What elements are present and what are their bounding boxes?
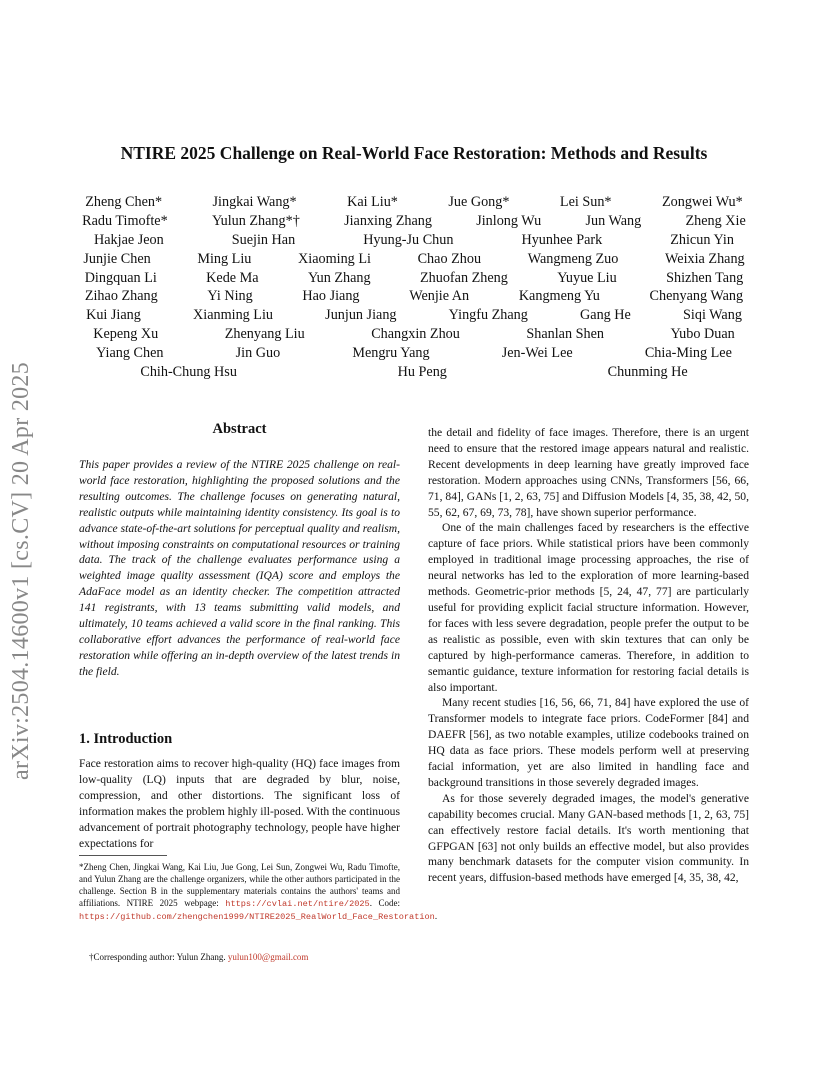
author-name: Zihao Zhang: [84, 288, 158, 305]
section-heading-introduction: 1. Introduction: [79, 731, 173, 747]
author-name: Hu Peng: [397, 364, 447, 381]
author-name: Jen-Wei Lee: [501, 345, 573, 362]
author-name: Siqi Wang: [683, 307, 742, 324]
author-name: Dingquan Li: [84, 269, 157, 286]
author-name: Wangmeng Zuo: [527, 250, 619, 267]
author-name: Wenjie An: [409, 288, 470, 305]
author-name: Hakjae Jeon: [94, 231, 164, 248]
author-row: [60, 194, 768, 213]
author-name: Hyung-Ju Chun: [363, 231, 454, 248]
author-name: Yi Ning: [207, 288, 253, 305]
author-name: Chao Zhou: [417, 250, 482, 267]
email-link[interactable]: yulun100@gmail.com: [227, 952, 309, 962]
right-column: [428, 425, 749, 886]
author-row: [60, 270, 768, 289]
author-name: Zheng Chen*: [85, 194, 163, 210]
author-name: Radu Timofte*: [82, 212, 168, 229]
author-name: Kai Liu*: [347, 194, 398, 210]
author-name: Xianming Liu: [193, 307, 274, 324]
author-list: [60, 194, 768, 383]
paragraph-4: As for those severely degraded images, the model's generative capability becomes crucial. Many GAN-based methods [1, 2, 63, 75] can effectively restore facial details. It's worth mentioning that GFPGAN [63] not only builds an effective model, but also provides many benchmark datasets for the computer vision community. In recent years, diffusion-based methods have emerged [4, 35, 38, 42,: [428, 791, 749, 885]
author-row: [60, 232, 768, 251]
author-name: Chih-Chung Hsu: [140, 364, 237, 381]
author-name: Jun Wang: [585, 212, 642, 229]
author-name: Lei Sun*: [559, 194, 612, 210]
footnote-organizers: *Zheng Chen, Jingkai Wang, Kai Liu, Jue Gong, Lei Sun, Zongwei Wu, Radu Timofte, and Yulun Zhang are the challenge organizers, while the other authors participated in the challenge. Section B in the supplementary materials contains the authors' teams and affiliations. NTIRE 2025 webpage: https://cvlai.net/ntire/2025. Code: https://github.com/zhengchen1999/NTIRE2025_RealWorld_Face_Restoration.: [79, 862, 438, 922]
paragraph-1: the detail and fidelity of face images. Therefore, there is an urgent need to ensure that the restored image appears natural and realistic. Recent developments in deep learning have greatly improved face restoration. Modern approaches using CNNs, Transformers [56, 66, 71, 84], GANs [1, 2, 63, 75] and Diffusion Models [4, 35, 38, 42, 50, 55, 62, 67, 69, 73, 78], have shown superior performance.: [428, 426, 749, 519]
author-name: Yun Zhang: [307, 269, 371, 286]
author-row: [60, 307, 768, 326]
webpage-link[interactable]: https://cvlai.net/ntire/2025: [225, 898, 370, 909]
author-name: Shizhen Tang: [666, 269, 744, 286]
author-name: Suejin Han: [231, 231, 296, 248]
paragraph-2: One of the main challenges faced by researchers is the effective capture of face priors. While statistical priors have been commonly employed in traditional image processing approaches, the rise of neural networks has led to the exploration of more learning-based methods. Geometric-prior methods [5, 24, 47, 77] are particularly useful for providing explicit facial structure information. However, for faces with less severe degradation, people prefer the output to be as realistic as possible, even with skin textures that can only be captured by high-performance cameras. Therefore, in addition to semantic guidance, texture information for restoring facial details is also important.: [428, 521, 749, 694]
author-name: Ming Liu: [197, 250, 252, 267]
author-name: Zhenyang Liu: [224, 326, 305, 343]
author-name: Yulun Zhang*†: [211, 212, 300, 229]
author-name: Jingkai Wang*: [212, 194, 297, 210]
author-name: Zheng Xie: [685, 212, 746, 229]
author-name: Chenyang Wang: [649, 288, 744, 305]
arxiv-identifier: arXiv:2504.14600v1 [cs.CV] 20 Apr 2025: [8, 361, 34, 780]
author-row: [60, 364, 768, 383]
author-name: Yubo Duan: [670, 326, 735, 343]
author-name: Jinlong Wu: [476, 212, 542, 229]
abstract-heading: Abstract: [212, 421, 267, 437]
author-name: Chunming He: [607, 364, 688, 381]
author-name: Kepeng Xu: [93, 326, 159, 343]
author-row: [60, 326, 768, 345]
author-name: Gang He: [580, 307, 631, 324]
introduction-text: Face restoration aims to recover high-quality (HQ) face images from low-quality (LQ) inputs that are degraded by blur, noise, compression, and other distortions. The significant loss of information makes the problem highly ill-posed. With the continuous advancement of portrait photography technology, people have higher expectations for: [79, 757, 400, 850]
author-name: Jin Guo: [235, 345, 281, 362]
abstract-text: This paper provides a review of the NTIRE 2025 challenge on real-world face restoration, highlighting the proposed solutions and the resulting outcomes. The challenge focuses on generating natural, realistic outputs while maintaining identity consistency. Its goal is to advance state-of-the-art solutions for perceptual quality and realism, without imposing constraints on computational resources or training data. The track of the challenge evaluates performance using a weighted image quality assessment (IQA) score and employs the AdaFace model as an identity checker. The competition attracted 141 registrants, with 13 teams submitting valid models, and ultimately, 10 teams achieved a valid score in the final ranking. This collaborative effort advances the performance of real-world face restoration while offering an in-depth overview of the latest trends in the field.: [79, 458, 400, 678]
author-name: Xiaoming Li: [298, 250, 371, 267]
author-name: Chia-Ming Lee: [644, 345, 732, 362]
author-name: Yingfu Zhang: [448, 307, 528, 324]
author-name: Kui Jiang: [86, 307, 141, 324]
footnote-corresponding: [79, 951, 400, 963]
author-name: Kangmeng Yu: [518, 288, 600, 305]
paper-title: NTIRE 2025 Challenge on Real-World Face Restoration: Methods and Results: [120, 143, 708, 163]
author-name: Jue Gong*: [448, 194, 510, 210]
author-name: Shanlan Shen: [526, 326, 604, 343]
author-name: Yiang Chen: [96, 345, 164, 362]
author-name: Hyunhee Park: [521, 231, 603, 248]
footnote-corresponding-text: †Corresponding author: Yulun Zhang.: [89, 952, 226, 962]
author-name: Zhuofan Zheng: [419, 269, 508, 286]
author-name: Yuyue Liu: [557, 269, 617, 286]
author-name: Zhicun Yin: [670, 231, 734, 248]
author-name: Hao Jiang: [302, 288, 360, 305]
author-row: [60, 251, 768, 270]
author-row: [60, 288, 768, 307]
code-link[interactable]: https://github.com/zhengchen1999/NTIRE2025_RealWorld_Face_Restoration: [79, 911, 435, 922]
author-row: [60, 213, 768, 232]
author-name: Kede Ma: [206, 269, 259, 286]
footnote-rule: [79, 855, 167, 856]
author-name: Zongwei Wu*: [661, 194, 743, 210]
paragraph-3: Many recent studies [16, 56, 66, 71, 84] have explored the use of Transformer models to integrate face priors. CodeFormer [84] and DAEFR [56], as two notable examples, utilize codebooks trained on HQ data as face priors. These models perform well at preserving facial information, yet are also limited in handling face and background transitions in those severely degraded images.: [428, 696, 749, 789]
author-name: Weixia Zhang: [665, 250, 745, 267]
author-name: Changxin Zhou: [371, 326, 460, 343]
author-row: [60, 345, 768, 364]
footnote-organizers-text: *Zheng Chen, Jingkai Wang, Kai Liu, Jue Gong, Lei Sun, Zongwei Wu, Radu Timofte, and Yulun Zhang are the challenge organizers, while the other authors participated in the challenge. Section B in the supplementary materials contains the authors' teams and affiliations. NTIRE 2025 webpage:: [79, 862, 400, 908]
author-name: Junjie Chen: [83, 250, 151, 267]
author-name: Junjun Jiang: [325, 307, 397, 324]
author-name: Mengru Yang: [352, 345, 430, 362]
code-label: Code:: [378, 897, 401, 908]
author-name: Jianxing Zhang: [344, 212, 432, 229]
